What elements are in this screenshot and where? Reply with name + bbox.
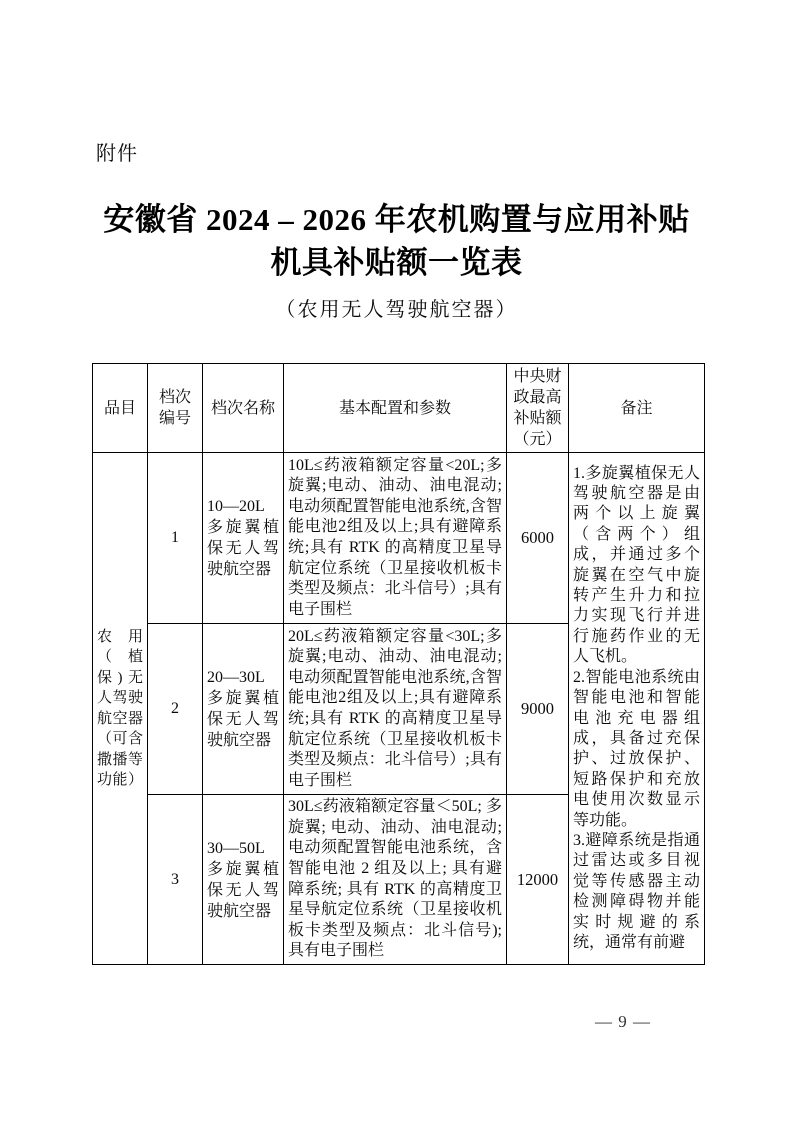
remark-paragraph-1: 1.多旋翼植保无人驾驶航空器是由两个以上旋翼（含两个）组成，并通过多个旋翼在空气中旋转产生升力和拉力实现飞行并进行施药作业的无人飞机。 (573, 464, 700, 666)
col-header-grade-no: 档次编号 (148, 364, 203, 453)
subsidy-amount-cell: 6000 (507, 453, 569, 624)
subsidy-table (92, 363, 705, 965)
grade-name-cell: 10—20L多旋翼植保无人驾驶航空器 (203, 453, 284, 624)
document-title-line2: 机具补贴额一览表 (270, 245, 523, 280)
subsidy-amount-cell: 12000 (507, 795, 569, 965)
col-header-subsidy: 中央财政最高补贴额（元） (507, 364, 569, 453)
config-cell: 20L≤药液箱额定容量<30L;多旋翼;电动、油动、油电混动;电动须配置智能电池系统,含智能电池2组及以上;具有避障系统;具有 RTK 的高精度卫星导航定位系统（卫星接收机板卡类型及频点：北斗信号）;具有电子围栏 (284, 624, 507, 795)
subsidy-amount-cell: 9000 (507, 624, 569, 795)
table-header-row (93, 364, 705, 453)
grade-name-cell: 20—30L多旋翼植保无人驾驶航空器 (203, 624, 284, 795)
grade-no-cell: 1 (148, 453, 203, 624)
grade-no-cell: 3 (148, 795, 203, 965)
remarks-cell (569, 453, 705, 965)
document-subtitle: （农用无人驾驶航空器） (275, 299, 518, 321)
remark-paragraph-3: 3.避障系统是指通过雷达或多目视觉等传感器主动检测障碍物并能实时规避的系统，通常有前避 (573, 831, 700, 951)
col-header-item: 品目 (93, 364, 148, 453)
col-header-remarks: 备注 (569, 364, 705, 453)
document-title-line1: 安徽省 2024 – 2026 年农机购置与应用补贴 (103, 202, 690, 237)
config-cell: 30L≤药液箱额定容量＜50L; 多旋翼; 电动、油动、油电混动; 电动须配置智能电池系统，含智能电池 2 组及以上; 具有避障系统; 具有 RTK 的高精度卫星导航定位系统（卫星接收机板卡类型及频点：北斗信号); 具有电子围栏 (284, 795, 507, 965)
grade-name-cell: 30—50L多旋翼植保无人驾驶航空器 (203, 795, 284, 965)
document-title (0, 198, 793, 284)
attachment-label: 附件 (96, 143, 138, 165)
item-category-cell (93, 453, 148, 965)
grade-no-cell: 2 (148, 624, 203, 795)
col-header-grade-name: 档次名称 (203, 364, 284, 453)
page-number: — 9 — (595, 1012, 651, 1031)
config-cell: 10L≤药液箱额定容量<20L;多旋翼;电动、油动、油电混动;电动须配置智能电池系统,含智能电池2组及以上;具有避障系统;具有 RTK 的高精度卫星导航定位系统（卫星接收机板卡类型及频点：北斗信号）;具有电子围栏 (284, 453, 507, 624)
item-category-text: 农用（植保)无人驾驶航空器（可含撒播等功能） (97, 628, 143, 788)
remark-paragraph-2: 2.智能电池系统由智能电池和智能电池充电器组成，具备过充保护、过放保护、短路保护和充放电使用次数显示等功能。 (573, 668, 700, 829)
col-header-config: 基本配置和参数 (284, 364, 507, 453)
table-row (93, 453, 705, 624)
